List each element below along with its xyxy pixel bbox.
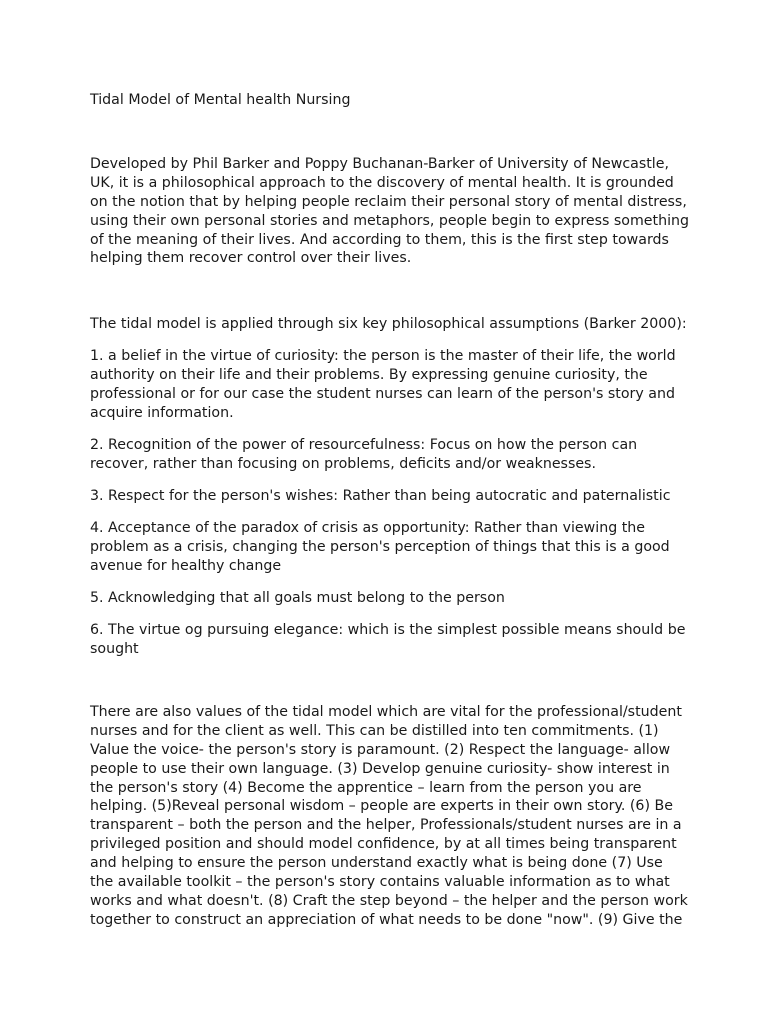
paragraph-line: 2. Recognition of the power of resourcefulness: Focus on how the person can <box>90 437 638 453</box>
paragraph-line: privileged position and should model confidence, by at all times being transparent <box>90 836 677 853</box>
paragraph-line: helping them recover control over their lives. <box>90 250 412 267</box>
paragraph-line: of the meaning of their lives. And according to them, this is the first step towards <box>90 231 669 248</box>
paragraph-line: using their own personal stories and metaphors, people begin to express something <box>90 212 690 229</box>
paragraph-line: 1. a belief in the virtue of curiosity: the person is the master of their life, the world <box>90 348 676 364</box>
paragraph-line: UK, it is a philosophical approach to the discovery of mental health. It is grounded <box>90 174 674 191</box>
paragraph-line: the person's story (4) Become the apprentice – learn from the person you are <box>90 779 642 796</box>
paragraph-line: sought <box>90 640 139 657</box>
paragraph-line: recover, rather than focusing on problems, deficits and/or weaknesses. <box>90 455 596 472</box>
assumption-item-6 <box>90 621 686 659</box>
paragraph-line: the available toolkit – the person's story contains valuable information as to what <box>90 874 670 891</box>
assumption-item-5 <box>90 589 680 608</box>
paragraph-line: works and what doesn't. (8) Craft the step beyond – the helper and the person work <box>90 892 688 909</box>
paragraph-line: people to use their own language. (3) Develop genuine curiosity- show interest in <box>90 760 670 777</box>
paragraph-line: 4. Acceptance of the paradox of crisis as opportunity: Rather than viewing the <box>90 520 646 536</box>
paragraph-line: avenue for healthy change <box>90 557 282 574</box>
assumption-item-2 <box>90 436 680 474</box>
paragraph-line: 5. Acknowledging that all goals must belong to the person <box>90 590 505 606</box>
assumption-item-1 <box>90 347 680 423</box>
paragraph-line: and helping to ensure the person understand exactly what is being done (7) Use <box>90 855 663 872</box>
values-paragraph <box>90 703 688 930</box>
title-line: Tidal Model of Mental health Nursing <box>90 92 351 108</box>
paragraph-line: together to construct an appreciation of what needs to be done "now". (9) Give the <box>90 911 683 928</box>
paragraph-line: 6. The virtue og pursuing elegance: which is the simplest possible means should be <box>90 622 686 638</box>
assumptions-intro <box>90 315 687 334</box>
document-title <box>90 91 680 110</box>
paragraph-line: Developed by Phil Barker and Poppy Buchanan-Barker of University of Newcastle, <box>90 156 669 172</box>
paragraph-line: transparent – both the person and the helper, Professionals/student nurses are in a <box>90 817 682 834</box>
paragraph-line: nurses and for the client as well. This can be distilled into ten commitments. (1) <box>90 722 659 739</box>
paragraph-line: helping. (5)Reveal personal wisdom – people are experts in their own story. (6) Be <box>90 798 673 815</box>
paragraph-line: Value the voice- the person's story is paramount. (2) Respect the language- allow <box>90 741 671 758</box>
intro-paragraph <box>90 155 690 268</box>
assumption-item-3 <box>90 487 680 506</box>
paragraph-line: 3. Respect for the person's wishes: Rather than being autocratic and paternalistic <box>90 488 671 504</box>
paragraph-line: The tidal model is applied through six key philosophical assumptions (Barker 2000): <box>90 316 687 332</box>
paragraph-line: authority on their life and their problems. By expressing genuine curiosity, the <box>90 366 648 383</box>
paragraph-line: problem as a crisis, changing the person's perception of things that this is a good <box>90 538 670 555</box>
paragraph-line: on the notion that by helping people reclaim their personal story of mental distress, <box>90 193 687 210</box>
assumption-item-4 <box>90 519 680 576</box>
paragraph-line: acquire information. <box>90 404 234 421</box>
paragraph-line: There are also values of the tidal model which are vital for the professional/student <box>90 704 682 720</box>
paragraph-line: professional or for our case the student nurses can learn of the person's story and <box>90 385 675 402</box>
